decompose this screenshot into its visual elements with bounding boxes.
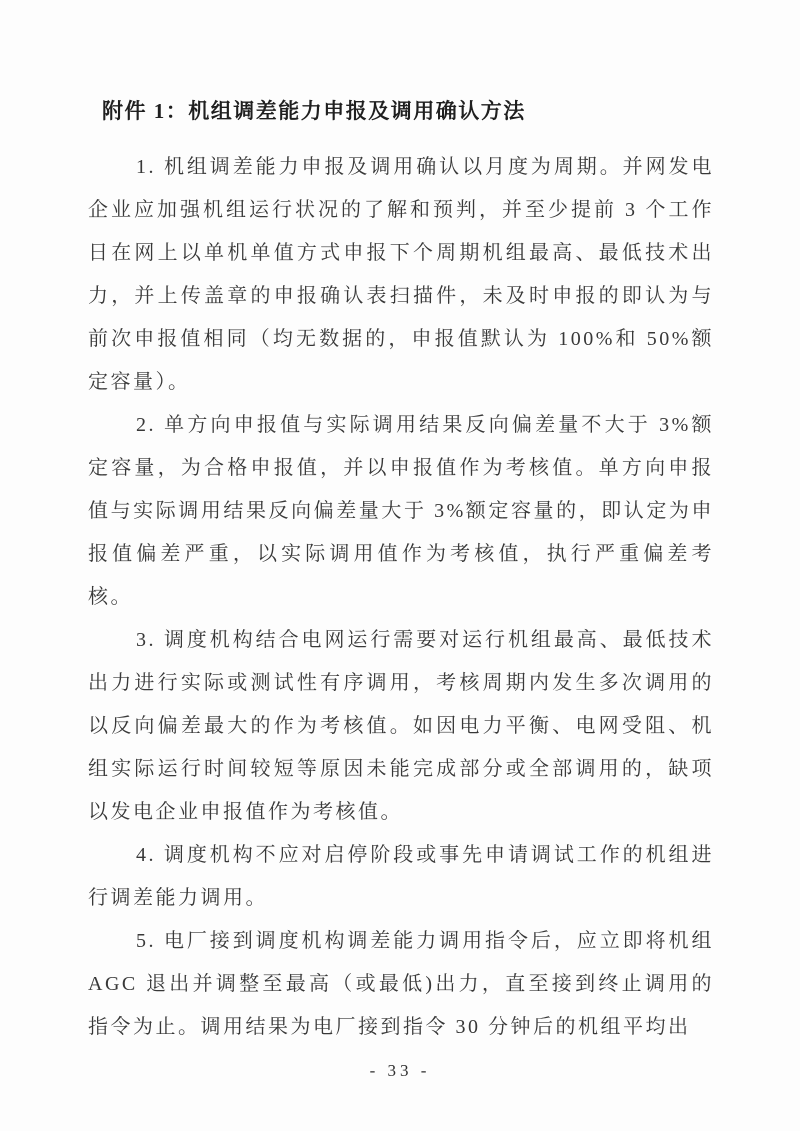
page-title: 附件 1：机组调差能力申报及调用确认方法 xyxy=(102,99,526,123)
paragraph-1: 1. 机组调差能力申报及调用确认以月度为周期。并网发电企业应加强机组运行状况的了解和预判，并至少提前 3 个工作日在网上以单机单值方式申报下个周期机组最高、最低技术出力，并上传盖章的申报确认表扫描件，未及时申报的即认为与前次申报值相同（均无数据的，申报值默认为 100%和 50%额定容量）。 xyxy=(88,156,714,393)
page-number: - 33 - xyxy=(369,1061,431,1080)
document-content xyxy=(88,96,714,1049)
paragraph-2: 2. 单方向申报值与实际调用结果反向偏差量不大于 3%额定容量，为合格申报值，并以申报值作为考核值。单方向申报值与实际调用结果反向偏差量大于 3%额定容量的，即认定为申报值偏差严重，以实际调用值作为考核值，执行严重偏差考核。 xyxy=(88,414,714,608)
paragraph-5: 5. 电厂接到调度机构调差能力调用指令后，应立即将机组 AGC 退出并调整至最高（或最低)出力，直至接到终止调用的指令为止。调用结果为电厂接到指令 30 分钟后的机组平均出 xyxy=(88,930,714,1038)
paragraph-4: 4. 调度机构不应对启停阶段或事先申请调试工作的机组进行调差能力调用。 xyxy=(88,844,714,909)
paragraph-3: 3. 调度机构结合电网运行需要对运行机组最高、最低技术出力进行实际或测试性有序调用，考核周期内发生多次调用的以反向偏差最大的作为考核值。如因电力平衡、电网受阻、机组实际运行时间较短等原因未能完成部分或全部调用的，缺项以发电企业申报值作为考核值。 xyxy=(88,629,714,823)
